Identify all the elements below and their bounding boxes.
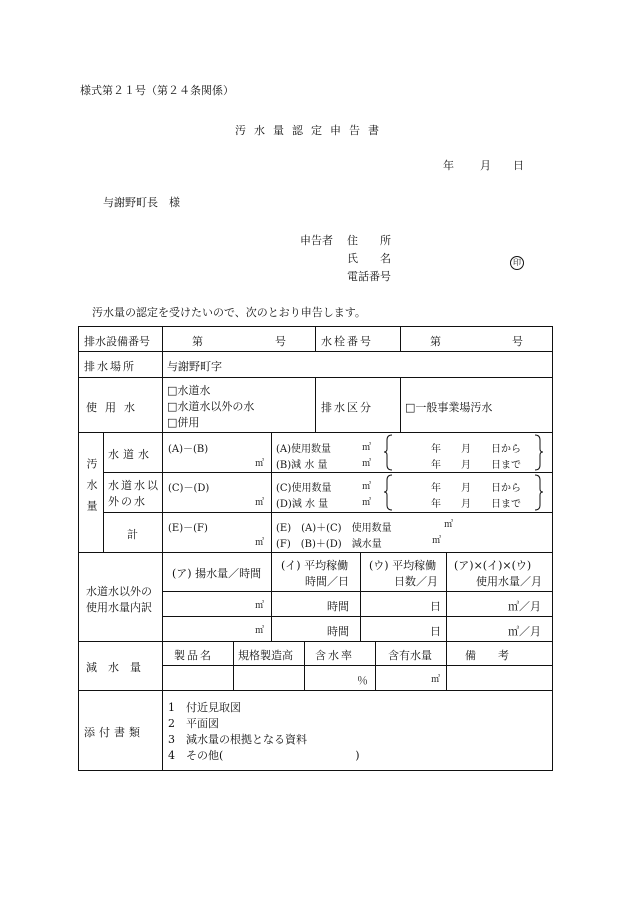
sewage-tap-label: 水道水 (108, 448, 153, 461)
breakdown-header-b2: 時間／日 (305, 575, 349, 588)
breakdown-header-d1: (ア)×(イ)×(ウ) (454, 559, 532, 572)
date-day: 日 (513, 159, 524, 172)
faucet-no-prefix: 第 (430, 335, 441, 348)
faucet-no-label: 水栓番号 (321, 335, 373, 348)
intro-text: 汚水量の認定を受けたいので、次のとおり申告します。 (92, 306, 366, 319)
breakdown-r1-c1: ㎥ (255, 601, 265, 611)
reduction-label: 減 水 量 (86, 661, 141, 674)
bracket-left-2 (384, 475, 392, 510)
reduction-unit: ㎥ (431, 675, 441, 685)
date-year: 年 (443, 159, 454, 172)
attachment-item-3: 3 減水量の根拠となる資料 (168, 733, 307, 746)
reduction-h-remarks: 備 考 (465, 649, 509, 662)
applicant-label: 申告者 (300, 234, 333, 247)
sewage-tap-b: (B)減 水 量 (276, 460, 328, 471)
breakdown-header-d2: 使用水量／月 (476, 575, 542, 588)
breakdown-r2-c4: ㎥／月 (508, 625, 541, 638)
sewage-total-calc: (E)－(F) (168, 523, 208, 534)
breakdown-label-1: 水道水以外の (86, 585, 152, 598)
date-month: 月 (480, 159, 491, 172)
sewage-other-d: (D)減 水 量 (276, 499, 329, 510)
faucet-no-suffix: 号 (512, 335, 523, 348)
water-option-other[interactable]: □水道水以外の水 (167, 400, 255, 413)
sewage-other-calc: (C)－(D) (168, 483, 210, 494)
breakdown-r1-c4: ㎥／月 (508, 600, 541, 613)
water-option-both[interactable]: □併用 (167, 416, 200, 429)
sewage-other-d-unit: ㎥ (362, 498, 372, 508)
drainage-place-label: 排水場所 (84, 360, 136, 373)
page-title: 汚水量認定申告書 (235, 124, 387, 137)
sewage-total-f: (F) (B)＋(D) 減水量 (276, 539, 382, 550)
drainage-no-prefix: 第 (192, 335, 203, 348)
address-label: 住 所 (347, 234, 391, 247)
reduction-h-spec: 規格製造高 (238, 649, 293, 662)
sewage-tap-date-to: 年 月 日まで (431, 460, 521, 471)
sewage-tap-a: (A)使用数量 (276, 444, 332, 455)
breakdown-header-b1: (イ) 平均稼働 (281, 559, 349, 572)
drainage-place-value: 与謝野町字 (167, 360, 222, 373)
breakdown-r2-c3: 日 (430, 625, 441, 638)
sewage-other-date-to: 年 月 日まで (431, 499, 521, 510)
reduction-h-product: 製品名 (174, 649, 213, 662)
breakdown-r1-c3: 日 (430, 600, 441, 613)
attachment-item-1: 1 付近見取図 (168, 701, 241, 714)
drainage-no-suffix: 号 (275, 335, 286, 348)
sewage-total-unit: ㎥ (255, 538, 265, 548)
sewage-total-e-unit: ㎥ (444, 520, 454, 530)
bracket-left-1 (384, 435, 392, 470)
name-label: 氏 名 (347, 252, 391, 265)
attachments-label: 添付書類 (84, 726, 144, 739)
bracket-right-2 (535, 475, 543, 510)
water-option-tap[interactable]: □水道水 (167, 384, 211, 397)
sewage-total-e: (E) (A)＋(C) 使用数量 (276, 523, 392, 534)
attachment-item-2: 2 平面図 (168, 717, 219, 730)
sewage-tap-date-from: 年 月 日から (431, 444, 521, 455)
sewage-total-f-unit: ㎥ (432, 536, 442, 546)
phone-label: 電話番号 (347, 270, 391, 283)
addressee: 与謝野町長 様 (103, 196, 180, 209)
sewage-volume-label: 汚水量 (85, 458, 98, 521)
breakdown-label-2: 使用水量内訳 (86, 601, 152, 614)
sewage-total-label: 計 (127, 528, 138, 541)
sewage-other-label-1: 水道水以 (108, 479, 160, 492)
sewage-tap-unit: ㎥ (255, 459, 265, 469)
sewage-tap-a-unit: ㎥ (362, 443, 372, 453)
seal-mark: 印 (510, 250, 524, 270)
sewage-other-c: (C)使用数量 (276, 483, 332, 494)
reduction-h-moisture: 含水率 (315, 649, 354, 662)
sewage-other-unit: ㎥ (255, 498, 265, 508)
drainage-type-option[interactable]: □一般事業場汚水 (405, 401, 493, 414)
sewage-tap-calc: (A)－(B) (168, 444, 209, 455)
water-use-label: 使用水 (86, 401, 143, 414)
sewage-other-date-from: 年 月 日から (431, 483, 521, 494)
sewage-other-label-2: 外の水 (108, 495, 147, 508)
attachment-item-4: 4 その他( ) (168, 749, 360, 762)
form-number: 様式第２１号（第２４条関係） (80, 84, 234, 97)
breakdown-r1-c2: 時間 (327, 600, 349, 613)
drainage-no-label: 排水設備番号 (84, 335, 150, 348)
drainage-type-label: 排水区分 (321, 401, 373, 414)
reduction-pct: ％ (357, 674, 368, 687)
reduction-h-water: 含有水量 (388, 649, 432, 662)
breakdown-header-a: (ア) 揚水量／時間 (172, 567, 262, 580)
breakdown-r2-c1: ㎥ (255, 626, 265, 636)
breakdown-header-c1: (ウ) 平均稼働 (369, 559, 437, 572)
bracket-right-1 (535, 435, 543, 470)
breakdown-r2-c2: 時間 (327, 625, 349, 638)
sewage-tap-b-unit: ㎥ (362, 459, 372, 469)
breakdown-header-c2: 日数／月 (394, 575, 438, 588)
sewage-other-c-unit: ㎥ (362, 482, 372, 492)
